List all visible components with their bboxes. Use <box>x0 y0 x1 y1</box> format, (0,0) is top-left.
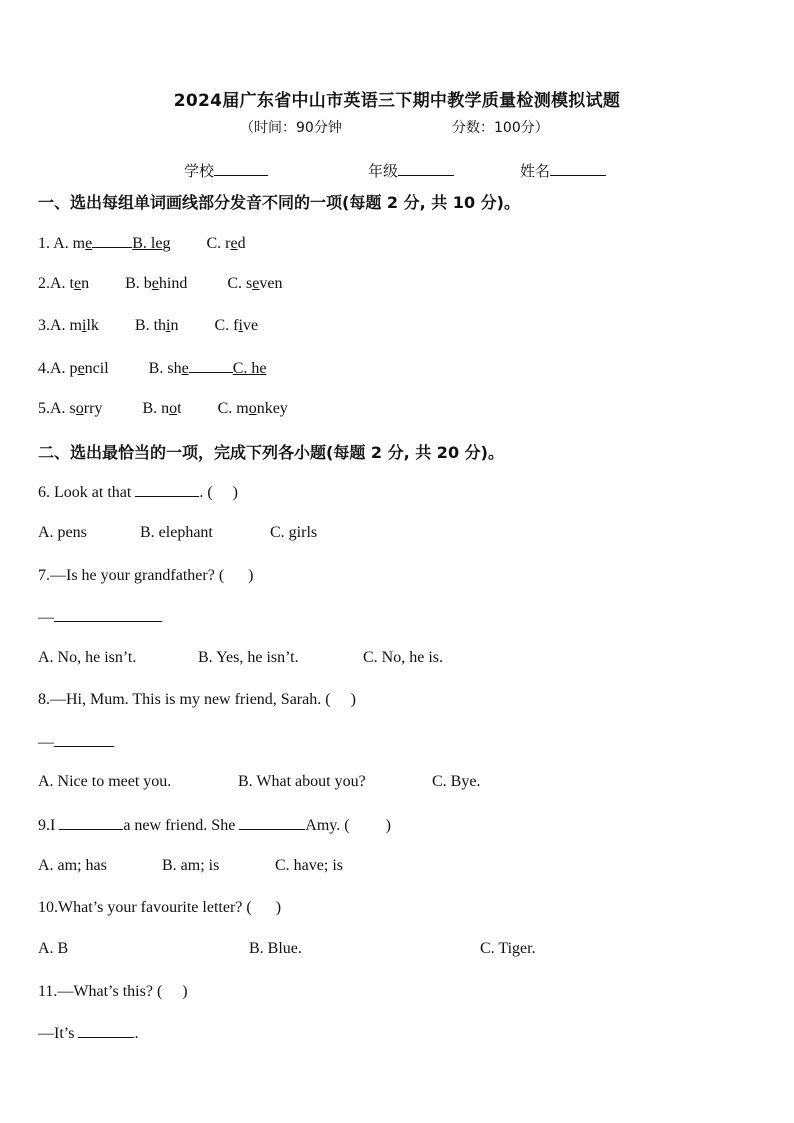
question-8: 8.—Hi, Mum. This is my new friend, Sarah. ( ) <box>38 691 356 708</box>
grade-label: 年级 <box>368 162 399 180</box>
question-11: 11.—What’s this? ( ) <box>38 983 188 1000</box>
section-1-heading: 一、选出每组单词画线部分发音不同的一项(每题 2 分, 共 10 分)。 <box>38 193 520 212</box>
question-10: 10.What’s your favourite letter? ( ) <box>38 899 282 916</box>
name-field[interactable] <box>520 160 606 181</box>
question-5: 5.A. sorry B. not C. monkey <box>38 400 288 417</box>
q11-answer-line: —It’s . <box>38 1025 139 1042</box>
q8-option-c[interactable]: C. Bye. <box>432 773 481 790</box>
q6-option-b[interactable]: B. elephant <box>140 524 213 541</box>
question-4: 4.A. pencil B. she C. he <box>38 360 267 377</box>
question-6: 6. Look at that . ( ) <box>38 484 238 501</box>
q9-option-a[interactable]: A. am; has <box>38 857 107 874</box>
exam-score: 分数：100分） <box>452 120 549 136</box>
q8-answer-line: — <box>38 732 114 753</box>
question-2: 2.A. ten B. behind C. seven <box>38 275 283 292</box>
question-3: 3.A. milk B. thin C. five <box>38 317 259 334</box>
exam-time: （时间：90分钟 <box>240 120 342 136</box>
question-9: 9.I a new friend. She Amy. ( ) <box>38 817 391 834</box>
q6-option-c[interactable]: C. girls <box>270 524 318 541</box>
q8-option-a[interactable]: A. Nice to meet you. <box>38 773 172 790</box>
q10-option-a[interactable]: A. B <box>38 940 69 957</box>
q7-option-b[interactable]: B. Yes, he isn’t. <box>198 649 299 666</box>
question-7: 7.—Is he your grandfather? ( ) <box>38 567 254 584</box>
school-label: 学校 <box>184 162 215 180</box>
page-title: 2024届广东省中山市英语三下期中教学质量检测模拟试题 <box>173 91 621 111</box>
q7-option-c[interactable]: C. No, he is. <box>363 649 443 666</box>
school-field[interactable] <box>184 160 268 181</box>
q10-option-c[interactable]: C. Tiger. <box>480 940 536 957</box>
q7-answer-line: — <box>38 607 162 628</box>
section-2-heading: 二、选出最恰当的一项，完成下列各小题(每题 2 分, 共 20 分)。 <box>38 443 504 462</box>
q9-option-b[interactable]: B. am; is <box>162 857 220 874</box>
name-label: 姓名 <box>520 162 551 180</box>
question-1: 1. A. me B. leg C. red <box>38 235 246 252</box>
grade-field[interactable] <box>368 160 454 181</box>
q6-option-a[interactable]: A. pens <box>38 524 87 541</box>
q8-option-b[interactable]: B. What about you? <box>238 773 366 790</box>
q7-option-a[interactable]: A. No, he isn’t. <box>38 649 137 666</box>
q10-option-b[interactable]: B. Blue. <box>249 940 302 957</box>
q9-option-c[interactable]: C. have; is <box>275 857 343 874</box>
